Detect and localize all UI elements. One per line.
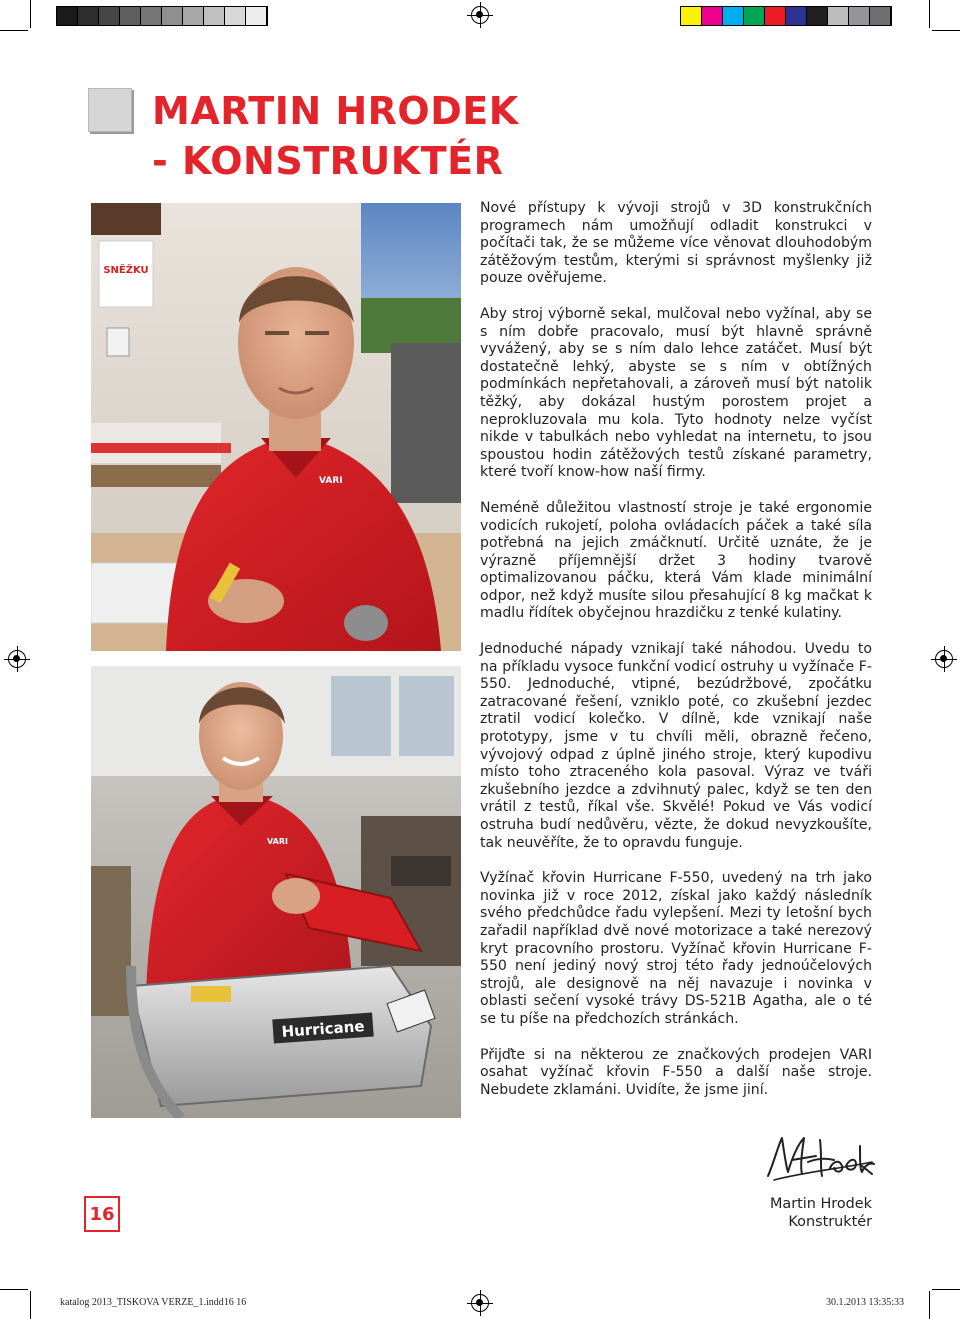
crop-mark bbox=[929, 0, 930, 28]
article-paragraph: Přijďte si na některou ze značkových prodejen VARI osahat vyžínač křovin F-550 a další naše stroje. Nebudete zklamáni. Uvidíte, že jsme jiní. bbox=[480, 1046, 872, 1098]
signature-name: Martin Hrodek bbox=[769, 1196, 872, 1212]
color-swatch bbox=[786, 7, 807, 25]
page-number: 16 bbox=[84, 1196, 120, 1232]
color-swatch bbox=[765, 7, 786, 25]
registration-mark-icon bbox=[471, 6, 489, 24]
photo-designer-at-desk bbox=[91, 203, 461, 651]
article-paragraph: Jednoduché nápady vznikají také náhodou. Uvedu to na příkladu vysoce funkční vodicí ostruhy u vyžínače F-550. Jednoduché, vtipné, bezúdržbové, zpočátku zatracované řešení, vzniklo poté, co zkušební jezdec ztratil vodicí kolečko. V dílně, kde vznikají naše prototypy, jsme v tu chvíli měli, obrazně řečeno, vývojový odpad z úplně jiného stroje, který kupodivu místo toho ztraceného kola pasoval. Výraz ve tváři zkušebního jezdce a zdvihnutý palec, když se ten den vrátil z testů, říkal vše. Skvělé! Pokud ve Vás vodicí ostruha budí nedůvěru, vězte, že dokud nevyzkoušíte, tak neuvěříte, že to opravdu funguje. bbox=[480, 641, 872, 851]
photo-designer-with-machine-illustration bbox=[91, 666, 461, 1118]
article-paragraph: Neméně důležitou vlastností stroje je také ergonomie vodicích rukojetí, poloha ovládacích páček a také síla potřebná na jejich zmáčknutí. Určitě uznáte, že je výrazně příjemnější držet 3 hodiny tvarově optimalizovanou páčku, která Vám klade minimální odpor, než když musíte silou přesahující 8 kg mačkat k madlu řídítek obyčejnou hrazdičku z tenké kulatiny. bbox=[480, 499, 872, 622]
color-swatch bbox=[57, 7, 78, 25]
color-swatch bbox=[225, 7, 246, 25]
color-swatch bbox=[204, 7, 225, 25]
registration-mark-icon bbox=[471, 1294, 489, 1312]
photo-designer-with-machine bbox=[91, 666, 461, 1118]
color-swatch bbox=[162, 7, 183, 25]
color-swatch bbox=[828, 7, 849, 25]
photo-designer-at-desk-illustration bbox=[91, 203, 461, 651]
color-swatch bbox=[681, 7, 702, 25]
crop-mark bbox=[932, 30, 960, 31]
title-line-1: MARTIN HRODEK bbox=[152, 89, 519, 133]
shirt-logo: VARI bbox=[267, 837, 288, 846]
crop-mark bbox=[30, 0, 31, 28]
article-paragraph: Vyžínač křovin Hurricane F-550, uvedený na trh jako novinka již v roce 2012, získal jako každý následník svého předchůdce řadu vylepšení. Mezi ty letošní bych zařadil například dvě nové motorizace a také nerezový kryt pracovního prostoru. Vyžínač křovin Hurricane F-550 není jediný nový stroj této řady jednoúčelových strojů, ale designově na něj navazuje i novinka v oblasti sečení vysoké trávy DS-521B Agatha, ale o té se tu píše na předchozích stránkách. bbox=[480, 870, 872, 1027]
color-swatch bbox=[99, 7, 120, 25]
registration-mark-icon bbox=[935, 650, 953, 668]
title-line-2: - KONSTRUKTÉR bbox=[152, 139, 504, 183]
color-swatch bbox=[141, 7, 162, 25]
article-paragraph: Aby stroj výborně sekal, mulčoval nebo vyžínal, aby se s ním dobře pracovalo, musí být hlavně správně vyvážený, aby se s ním dalo lehce zatáčet. Musí být dostatečně lehký, abyste se s ním v obtížných podmínkách nepřetahovali, a zároveň musí být natolik těžký, aby dokázal hustým porostem projet a neprokluzovala mu kola. Tyto hodnoty nelze vyčíst nikde v tabulkách nebo vyhledat na internetu, to jsou spoustou hodin zátěžových testů získané parametry, které tvoří know-how naší firmy. bbox=[480, 305, 872, 481]
signature-block bbox=[770, 1196, 872, 1231]
color-swatch bbox=[849, 7, 870, 25]
crop-mark bbox=[30, 1291, 31, 1319]
color-swatch bbox=[744, 7, 765, 25]
slug-left: katalog 2013_TISKOVA VERZE_1.indd16 16 bbox=[60, 1297, 247, 1308]
crop-mark bbox=[0, 30, 28, 31]
handwritten-signature bbox=[764, 1132, 876, 1184]
shirt-logo: VARI bbox=[319, 476, 343, 486]
slug-right: 30.1.2013 13:35:33 bbox=[826, 1297, 905, 1308]
cmyk-color-bar bbox=[680, 6, 892, 26]
title-square-icon bbox=[88, 88, 132, 132]
crop-mark bbox=[932, 1289, 960, 1290]
article-paragraph: Nové přístupy k vývoji strojů v 3D konstrukčních programech nám umožňují odladit konstrukci v počítači tak, že se můžeme více věnovat dlouhodobým zátěžovým testům, kterými si správnost myšlenky již pouze ověřujeme. bbox=[480, 200, 872, 287]
gray-color-bar bbox=[56, 6, 268, 26]
article-body bbox=[480, 200, 872, 1117]
machine-label: Hurricane bbox=[281, 1017, 366, 1041]
crop-mark bbox=[0, 1289, 28, 1290]
color-swatch bbox=[78, 7, 99, 25]
signature-role: Konstruktér bbox=[788, 1213, 872, 1230]
poster-text: SNĚŽKU bbox=[103, 265, 149, 276]
color-swatch bbox=[183, 7, 204, 25]
registration-mark-icon bbox=[8, 650, 26, 668]
color-swatch bbox=[870, 7, 891, 25]
color-swatch bbox=[723, 7, 744, 25]
color-swatch bbox=[120, 7, 141, 25]
crop-mark bbox=[929, 1291, 930, 1319]
page-title bbox=[152, 86, 519, 186]
color-swatch bbox=[702, 7, 723, 25]
color-swatch bbox=[246, 7, 267, 25]
color-swatch bbox=[807, 7, 828, 25]
